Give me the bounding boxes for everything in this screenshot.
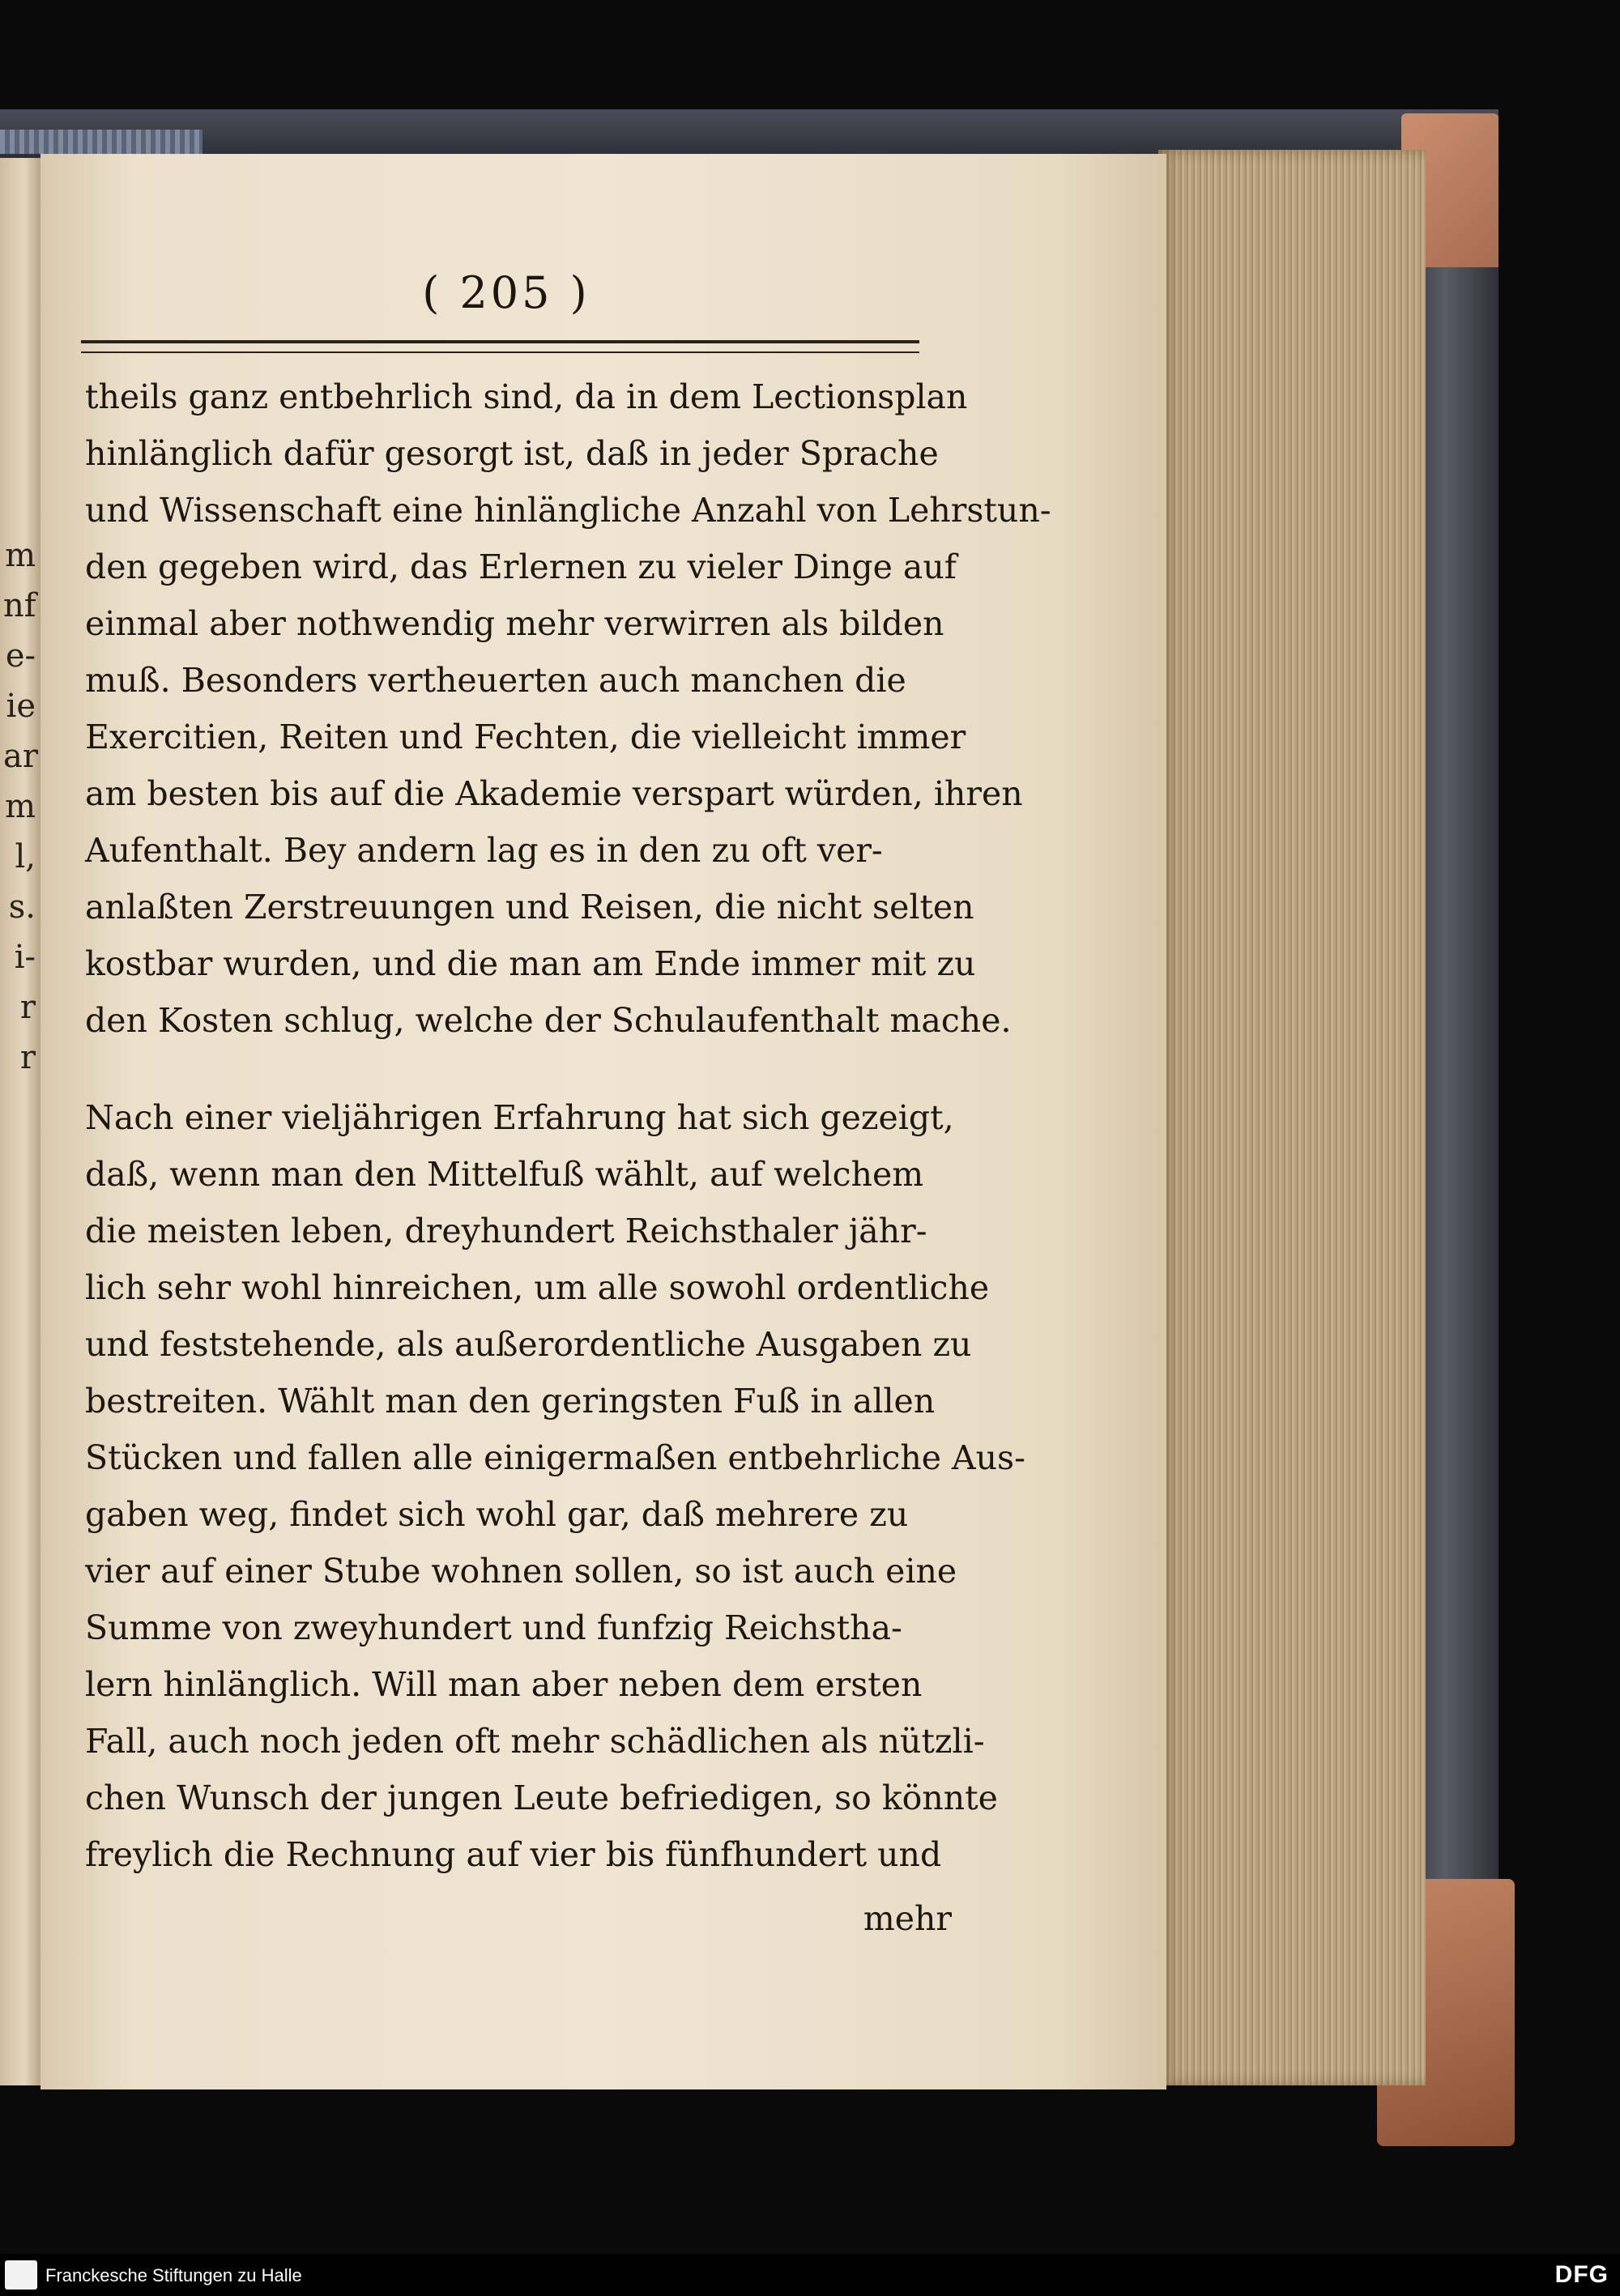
text-line: Fall, auch noch jeden oft mehr schädlichen als nützli- bbox=[85, 1722, 985, 1761]
text-line: Aufenthalt. Bey andern lag es in den zu oft ver- bbox=[85, 831, 883, 870]
facing-page-edge bbox=[0, 158, 40, 2085]
fragment: l, bbox=[15, 838, 36, 875]
cover-fabric-stripe bbox=[0, 130, 202, 154]
text-line: Stücken und fallen alle einigermaßen entbehrliche Aus- bbox=[85, 1438, 1025, 1477]
paragraph-gap bbox=[85, 1049, 960, 1089]
fragment: s. bbox=[8, 888, 36, 926]
text-line: die meisten leben, dreyhundert Reichsthaler jähr- bbox=[85, 1212, 927, 1250]
facing-page-fragments bbox=[3, 530, 36, 1083]
text-line: bestreiten. Wählt man den geringsten Fuß in allen bbox=[85, 1382, 936, 1421]
text-line: und feststehende, als außerordentliche Ausgaben zu bbox=[85, 1325, 972, 1364]
institution-logo-icon bbox=[5, 2260, 37, 2290]
fragment: m bbox=[5, 537, 36, 574]
text-line: Nach einer vieljährigen Erfahrung hat sich gezeigt, bbox=[85, 1098, 954, 1137]
text-line: am besten bis auf die Akademie verspart würden, ihren bbox=[85, 774, 1023, 813]
text-line: hinlänglich dafür gesorgt ist, daß in jeder Sprache bbox=[85, 434, 939, 473]
text-line: vier auf einer Stube wohnen sollen, so ist auch eine bbox=[85, 1552, 957, 1591]
fragment: i- bbox=[14, 939, 36, 976]
text-line: lich sehr wohl hinreichen, um alle sowohl ordentliche bbox=[85, 1268, 990, 1307]
viewer-footer bbox=[0, 2254, 1620, 2296]
text-line: muß. Besonders vertheuerten auch manchen die bbox=[85, 661, 906, 700]
dfg-badge: DFG bbox=[1554, 2261, 1609, 2288]
text-line: einmal aber nothwendig mehr verwirren als bilden bbox=[85, 604, 944, 643]
text-line: theils ganz entbehrlich sind, da in dem Lectionsplan bbox=[85, 377, 968, 416]
text-line: chen Wunsch der jungen Leute befriedigen, so könnte bbox=[85, 1778, 998, 1817]
fragment: r bbox=[19, 989, 36, 1026]
page-block-fore-edge bbox=[1158, 150, 1426, 2085]
text-line: lern hinlänglich. Will man aber neben dem ersten bbox=[85, 1665, 923, 1704]
fragment: r bbox=[19, 1039, 36, 1076]
fragment: e- bbox=[5, 637, 36, 675]
fragment: nf bbox=[3, 587, 36, 624]
text-line: Exercitien, Reiten und Fechten, die vielleicht immer bbox=[85, 718, 966, 756]
text-line: den Kosten schlug, welche der Schulaufenthalt mache. bbox=[85, 1001, 1012, 1040]
text-line: kostbar wurden, und die man am Ende immer mit zu bbox=[85, 944, 976, 983]
page-body-text bbox=[85, 368, 1051, 1883]
fragment: m bbox=[5, 788, 36, 825]
page-number: ( 205 ) bbox=[422, 267, 590, 318]
text-line: gaben weg, findet sich wohl gar, daß mehrere zu bbox=[85, 1495, 909, 1534]
catchword: mehr bbox=[863, 1899, 952, 1938]
text-line: Summe von zweyhundert und funfzig Reichstha- bbox=[85, 1608, 902, 1647]
text-line: freylich die Rechnung auf vier bis fünfhundert und bbox=[85, 1835, 942, 1874]
header-rule bbox=[81, 340, 919, 353]
fragment: ar bbox=[3, 738, 38, 775]
text-line: anlaßten Zerstreuungen und Reisen, die nicht selten bbox=[85, 888, 974, 926]
fragment: ie bbox=[6, 688, 36, 725]
text-line: und Wissenschaft eine hinlängliche Anzahl von Lehrstun- bbox=[85, 491, 1051, 530]
text-line: daß, wenn man den Mittelfuß wählt, auf welchem bbox=[85, 1155, 924, 1194]
institution-name: Franckesche Stiftungen zu Halle bbox=[45, 2265, 302, 2285]
text-line: den gegeben wird, das Erlernen zu vieler Dinge auf bbox=[85, 547, 957, 586]
